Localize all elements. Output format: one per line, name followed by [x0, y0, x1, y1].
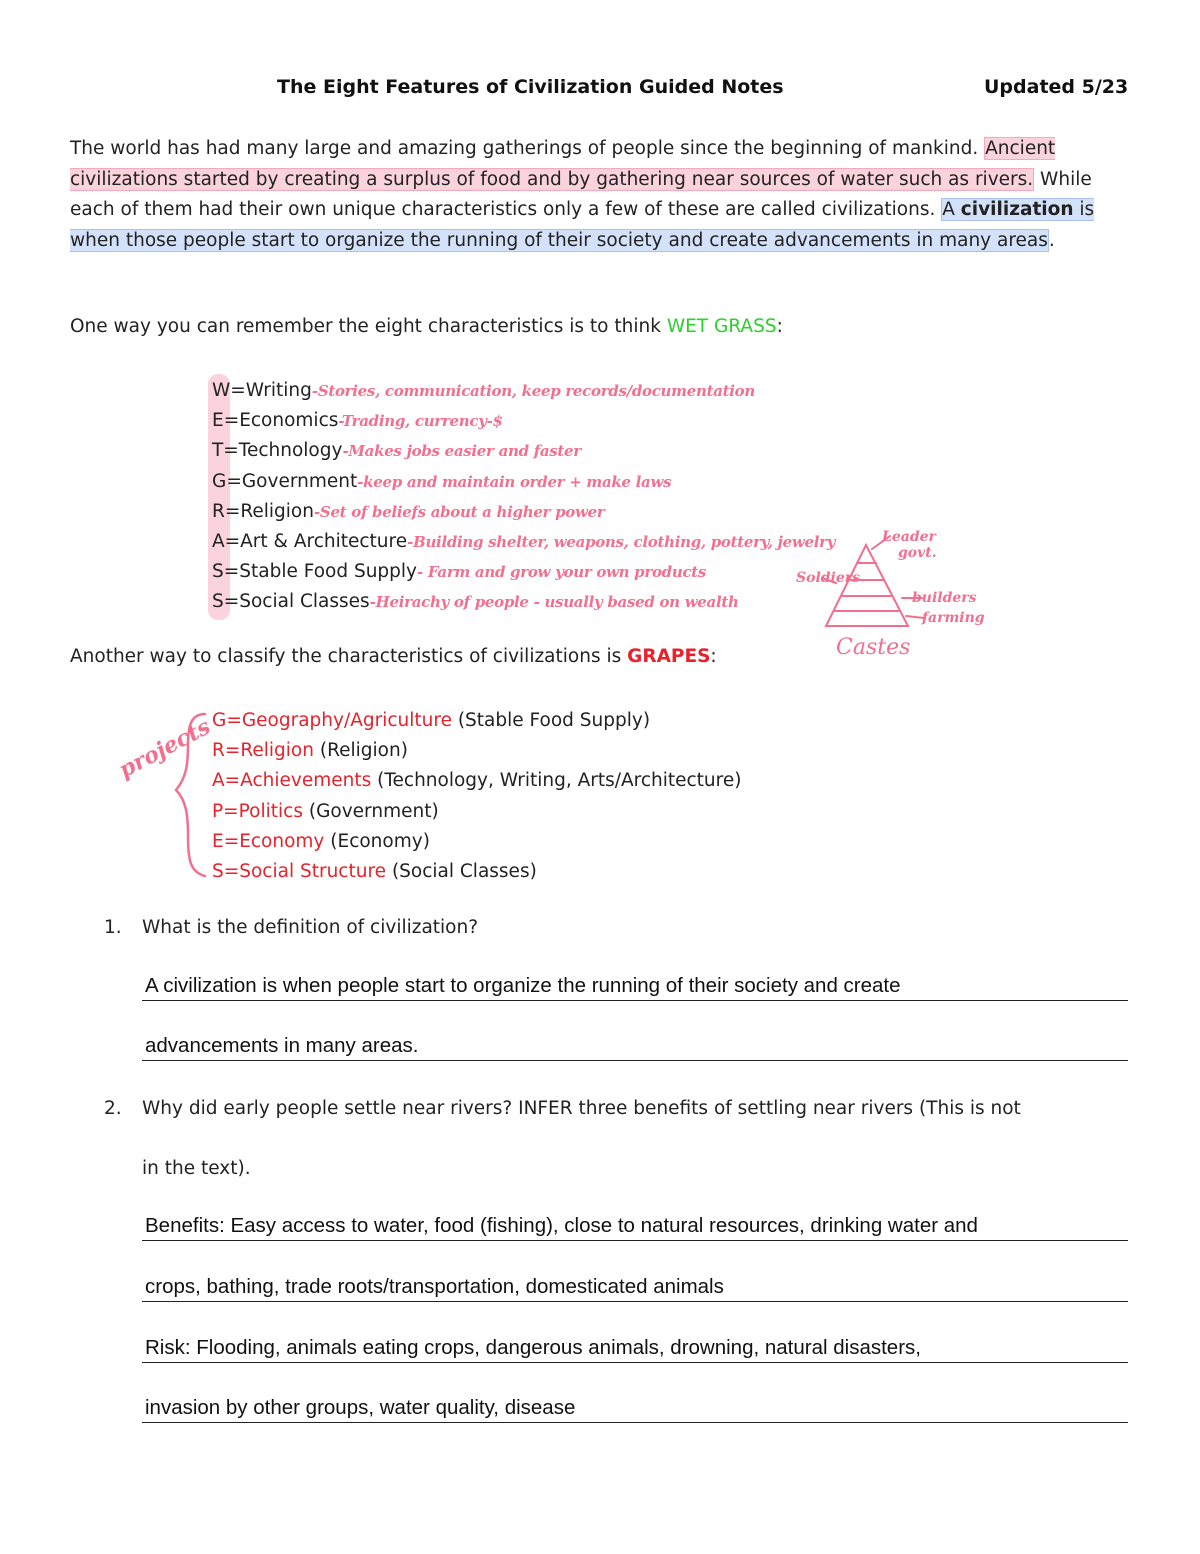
- grapes-label: E=Economy: [212, 830, 325, 852]
- wet-grass-item: E=Economics-Trading, currency-$: [212, 410, 503, 432]
- question-2-continued: in the text).: [142, 1158, 251, 1179]
- wet-grass-item: T=Technology-Makes jobs easier and faster: [212, 440, 581, 462]
- grapes-label: G=Geography/Agriculture: [212, 710, 452, 731]
- projects-margin-note: projects: [114, 713, 215, 784]
- answer-text: invasion by other groups, water quality, disease: [145, 1396, 576, 1419]
- question-text: Why did early people settle near rivers? INFER three benefits of settling near rivers (This is not: [142, 1098, 1021, 1119]
- wet-grass-label: A=Art & Architecture: [212, 531, 408, 553]
- intro-highlight-pink: Ancient civilizations started by creating a surplus of food and by gathering near sources of water such as rivers.: [70, 138, 1056, 190]
- wet-grass-label: E=Economics: [212, 410, 339, 432]
- updated-date: Updated 5/23: [984, 76, 1129, 98]
- grapes-intro-text: Another way to classify the characteristics of civilizations is: [70, 646, 622, 667]
- wet-grass-handwritten-note: Building shelter, weapons, clothing, pottery, jewelry: [413, 533, 836, 552]
- grapes-label: R=Religion: [212, 740, 314, 762]
- castes-caption: Castes: [836, 635, 911, 660]
- answer-text: crops, bathing, trade roots/transportation, domesticated animals: [145, 1275, 724, 1298]
- grapes-label: S=Social Structure: [212, 861, 387, 883]
- wet-grass-item: W=Writing-Stories, communication, keep records/documentation: [212, 380, 755, 401]
- grapes-detail: (Stable Food Supply): [457, 710, 651, 731]
- intro-end: .: [1048, 229, 1055, 251]
- castes-soldiers-label: Soldiers: [796, 570, 861, 586]
- wet-grass-handwritten-note: Stories, communication, keep records/documentation: [317, 382, 755, 400]
- castes-farming-label: farming: [922, 610, 985, 626]
- wet-grass-label: G=Government: [212, 470, 358, 492]
- grapes-item: [212, 766, 741, 796]
- grapes-intro: [70, 646, 717, 667]
- grapes-list: [212, 706, 741, 887]
- grapes-item: [212, 857, 741, 887]
- wet-grass-item: G=Government-keep and maintain order + make laws: [212, 470, 672, 492]
- grapes-item: [212, 827, 741, 857]
- wet-grass-label: S=Social Classes: [212, 591, 370, 613]
- grapes-detail: (Government): [308, 800, 439, 822]
- answer-line[interactable]: [142, 1034, 1128, 1061]
- question-1: [104, 917, 478, 938]
- grapes-detail: (Technology, Writing, Arts/Architecture): [377, 770, 742, 792]
- grapes-colon: :: [710, 646, 717, 667]
- grapes-detail: (Social Classes): [391, 861, 537, 883]
- question-number: 2.: [104, 1098, 122, 1119]
- wet-grass-handwritten-note: Set of beliefs about a higher power: [319, 502, 605, 521]
- answer-line[interactable]: [142, 974, 1128, 1001]
- answer-text: Risk: Flooding, animals eating crops, dangerous animals, drowning, natural disasters,: [145, 1336, 921, 1359]
- intro-text-1: The world has had many large and amazing gatherings of people since the beginning of mankind.: [70, 138, 979, 159]
- wet-grass-handwritten-note: keep and maintain order + make laws: [363, 472, 672, 491]
- answer-line[interactable]: [142, 1336, 1128, 1363]
- question-number: 1.: [104, 917, 122, 938]
- grapes-item: [212, 797, 741, 827]
- wet-grass-label: T=Technology: [212, 440, 343, 462]
- wet-grass-handwritten-note: Heirachy of people - usually based on wealth: [375, 593, 739, 612]
- grapes-label: A=Achievements: [212, 770, 372, 792]
- castes-leader-label: Leader: [882, 529, 936, 545]
- wet-grass-mnemonic: WET GRASS: [666, 316, 777, 337]
- grapes-item: [212, 736, 741, 766]
- wet-grass-item: S=Stable Food Supply- Farm and grow your own products: [212, 561, 707, 583]
- castes-builders-label: builders: [912, 590, 977, 606]
- grapes-mnemonic: GRAPES: [627, 646, 711, 667]
- grapes-label: P=Politics: [212, 800, 303, 822]
- page-title: The Eight Features of Civilization Guided Notes: [277, 76, 784, 98]
- answer-line[interactable]: [142, 1396, 1128, 1423]
- wet-grass-colon: :: [776, 316, 783, 337]
- wet-grass-handwritten-note: Makes jobs easier and faster: [348, 442, 581, 461]
- answer-line[interactable]: [142, 1275, 1128, 1302]
- wet-grass-label: R=Religion: [212, 500, 314, 522]
- wet-grass-handwritten-note: Trading, currency-$: [341, 412, 503, 431]
- intro-highlight-a: A: [942, 199, 955, 220]
- answer-text: Benefits: Easy access to water, food (fishing), close to natural resources, drinking water and: [145, 1214, 978, 1237]
- question-2: [104, 1098, 1021, 1119]
- intro-text-2: While each of them had their own unique characteristics only a few of these are called civilizations.: [70, 168, 1092, 220]
- wet-grass-handwritten-note: Farm and grow your own products: [427, 563, 707, 582]
- answer-text: advancements in many areas.: [145, 1034, 419, 1057]
- grapes-detail: (Economy): [330, 830, 430, 852]
- civilization-term: civilization: [960, 199, 1074, 220]
- grapes-detail: (Religion): [319, 740, 408, 762]
- wet-grass-intro-text: One way you can remember the eight characteristics is to think: [70, 316, 661, 337]
- wet-grass-item: S=Social Classes-Heirachy of people - usually based on wealth: [212, 591, 739, 613]
- castes-govt-label: govt.: [898, 545, 937, 561]
- wet-grass-label: S=Stable Food Supply: [212, 561, 418, 583]
- wet-grass-item: R=Religion-Set of beliefs about a higher power: [212, 500, 605, 522]
- grapes-item: [212, 706, 741, 736]
- wet-grass-item: A=Art & Architecture-Building shelter, weapons, clothing, pottery, jewelry: [212, 531, 836, 553]
- question-text: What is the definition of civilization?: [142, 917, 479, 938]
- answer-line[interactable]: [142, 1214, 1128, 1241]
- answer-text: A civilization is when people start to organize the running of their society and create: [145, 974, 901, 997]
- intro-highlight-rest: is when those people start to organize the running of their society and create advancements in many areas: [70, 199, 1095, 251]
- wet-grass-label: W=Writing: [212, 380, 312, 401]
